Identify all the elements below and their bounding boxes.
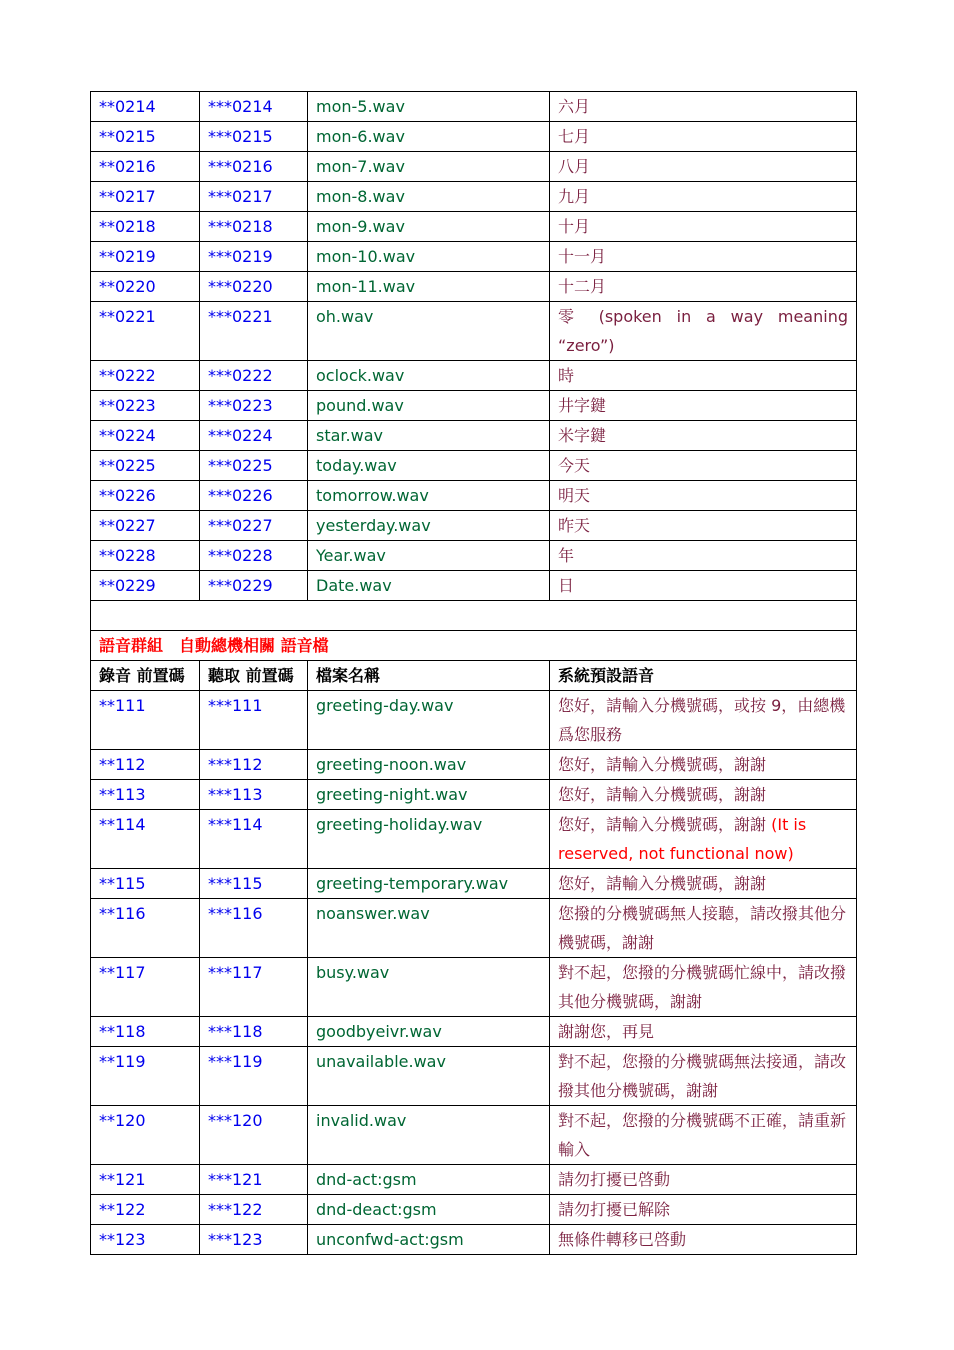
table-row [91,182,857,212]
default-prompt: 請勿打擾已啓動 [550,1165,857,1195]
file-name: mon-9.wav [308,212,550,242]
spacer-row [91,601,857,631]
file-name: tomorrow.wav [308,481,550,511]
record-code: **0226 [91,481,200,511]
default-prompt: 您好，請輸入分機號碼，謝謝 [550,780,857,810]
record-code: **0218 [91,212,200,242]
file-name: greeting-holiday.wav [308,810,550,869]
table-row [91,212,857,242]
file-name: dnd-deact:gsm [308,1195,550,1225]
listen-code: ***0217 [200,182,308,212]
file-name: greeting-day.wav [308,691,550,750]
listen-code: ***114 [200,810,308,869]
listen-code: ***116 [200,899,308,958]
reserved-note: (It is reserved, not functional now) [558,815,807,863]
file-name: busy.wav [308,958,550,1017]
file-name: unconfwd-act:gsm [308,1225,550,1255]
default-prompt: 米字鍵 [550,421,857,451]
file-name: mon-10.wav [308,242,550,272]
table-row [91,1195,857,1225]
default-prompt: 謝謝您，再見 [550,1017,857,1047]
header-listen-code: 聽取 前置碼 [200,661,308,691]
group-title-row [91,631,857,661]
table-row [91,391,857,421]
file-name: noanswer.wav [308,899,550,958]
table-row [91,122,857,152]
listen-code: ***119 [200,1047,308,1106]
table-row [91,242,857,272]
listen-code: ***0218 [200,212,308,242]
file-name: greeting-noon.wav [308,750,550,780]
table-row [91,152,857,182]
group-title: 語音群組 自動總機相關 語音檔 [91,631,857,661]
file-name: mon-8.wav [308,182,550,212]
default-prompt: 十二月 [550,272,857,302]
record-code: **0215 [91,122,200,152]
record-code: **0229 [91,571,200,601]
listen-code: ***121 [200,1165,308,1195]
default-prompt: 明天 [550,481,857,511]
record-code: **112 [91,750,200,780]
table-row [91,899,857,958]
record-code: **0216 [91,152,200,182]
default-prompt: 無條件轉移已啓動 [550,1225,857,1255]
default-prompt: 十月 [550,212,857,242]
record-code: **117 [91,958,200,1017]
default-prompt: 七月 [550,122,857,152]
record-code: **111 [91,691,200,750]
table-row [91,302,857,361]
header-file-name: 檔案名稱 [308,661,550,691]
default-prompt [550,810,857,869]
file-name: oh.wav [308,302,550,361]
table-row [91,361,857,391]
listen-code: ***120 [200,1106,308,1165]
file-name: mon-6.wav [308,122,550,152]
voice-prompt-table [90,91,857,1255]
prompt-text: 您好，請輸入分機號碼，謝謝 [558,815,767,834]
file-name: mon-7.wav [308,152,550,182]
record-code: **0227 [91,511,200,541]
listen-code: ***111 [200,691,308,750]
file-name: greeting-temporary.wav [308,869,550,899]
record-code: **0228 [91,541,200,571]
listen-code: ***113 [200,780,308,810]
record-code: **0219 [91,242,200,272]
record-code: **115 [91,869,200,899]
listen-code: ***0229 [200,571,308,601]
file-name: Date.wav [308,571,550,601]
table-row [91,869,857,899]
record-code: **113 [91,780,200,810]
file-name: oclock.wav [308,361,550,391]
listen-code: ***0228 [200,541,308,571]
record-code: **0222 [91,361,200,391]
default-prompt: 昨天 [550,511,857,541]
default-prompt: 零 (spoken in a way meaning “zero”) [550,302,857,361]
record-code: **0223 [91,391,200,421]
record-code: **0214 [91,92,200,122]
record-code: **0217 [91,182,200,212]
table-row [91,421,857,451]
table-row [91,810,857,869]
listen-code: ***117 [200,958,308,1017]
listen-code: ***123 [200,1225,308,1255]
table-row [91,92,857,122]
table-row [91,958,857,1017]
blank-cell [91,601,857,631]
default-prompt: 您撥的分機號碼無人接聽，請改撥其他分機號碼，謝謝 [550,899,857,958]
table-row [91,511,857,541]
record-code: **116 [91,899,200,958]
listen-code: ***0219 [200,242,308,272]
table-row [91,541,857,571]
default-prompt: 今天 [550,451,857,481]
default-prompt: 年 [550,541,857,571]
listen-code: ***0220 [200,272,308,302]
default-prompt: 時 [550,361,857,391]
file-name: unavailable.wav [308,1047,550,1106]
table-row [91,481,857,511]
listen-code: ***0224 [200,421,308,451]
record-code: **0220 [91,272,200,302]
record-code: **0224 [91,421,200,451]
file-name: dnd-act:gsm [308,1165,550,1195]
table-row [91,780,857,810]
table-row [91,451,857,481]
table-row [91,1106,857,1165]
file-name: today.wav [308,451,550,481]
listen-code: ***0223 [200,391,308,421]
record-code: **122 [91,1195,200,1225]
file-name: mon-11.wav [308,272,550,302]
record-code: **121 [91,1165,200,1195]
listen-code: ***122 [200,1195,308,1225]
default-prompt: 日 [550,571,857,601]
record-code: **119 [91,1047,200,1106]
listen-code: ***118 [200,1017,308,1047]
file-name: mon-5.wav [308,92,550,122]
listen-code: ***0225 [200,451,308,481]
default-prompt: 十一月 [550,242,857,272]
default-prompt: 八月 [550,152,857,182]
listen-code: ***0216 [200,152,308,182]
default-prompt: 九月 [550,182,857,212]
table-row [91,272,857,302]
listen-code: ***112 [200,750,308,780]
record-code: **114 [91,810,200,869]
listen-code: ***0214 [200,92,308,122]
header-row [91,661,857,691]
file-name: star.wav [308,421,550,451]
default-prompt: 您好，請輸入分機號碼，或按 9，由總機爲您服務 [550,691,857,750]
file-name: pound.wav [308,391,550,421]
file-name: Year.wav [308,541,550,571]
listen-code: ***0222 [200,361,308,391]
table-row [91,1017,857,1047]
listen-code: ***0215 [200,122,308,152]
file-name: goodbyeivr.wav [308,1017,550,1047]
record-code: **118 [91,1017,200,1047]
header-default-prompt: 系統預設語音 [550,661,857,691]
file-name: yesterday.wav [308,511,550,541]
file-name: greeting-night.wav [308,780,550,810]
table-row [91,691,857,750]
record-code: **120 [91,1106,200,1165]
default-prompt: 您好，請輸入分機號碼，謝謝 [550,750,857,780]
default-prompt: 井字鍵 [550,391,857,421]
table-row [91,750,857,780]
table-row [91,1047,857,1106]
listen-code: ***0226 [200,481,308,511]
default-prompt: 對不起，您撥的分機號碼不正確，請重新輸入 [550,1106,857,1165]
table-row [91,1225,857,1255]
record-code: **123 [91,1225,200,1255]
default-prompt: 對不起，您撥的分機號碼無法接通，請改撥其他分機號碼，謝謝 [550,1047,857,1106]
default-prompt: 六月 [550,92,857,122]
table-row [91,571,857,601]
default-prompt: 請勿打擾已解除 [550,1195,857,1225]
listen-code: ***115 [200,869,308,899]
header-record-code: 錄音 前置碼 [91,661,200,691]
record-code: **0225 [91,451,200,481]
table-row [91,1165,857,1195]
listen-code: ***0221 [200,302,308,361]
default-prompt: 您好，請輸入分機號碼，謝謝 [550,869,857,899]
record-code: **0221 [91,302,200,361]
default-prompt: 對不起，您撥的分機號碼忙線中，請改撥其他分機號碼，謝謝 [550,958,857,1017]
file-name: invalid.wav [308,1106,550,1165]
listen-code: ***0227 [200,511,308,541]
